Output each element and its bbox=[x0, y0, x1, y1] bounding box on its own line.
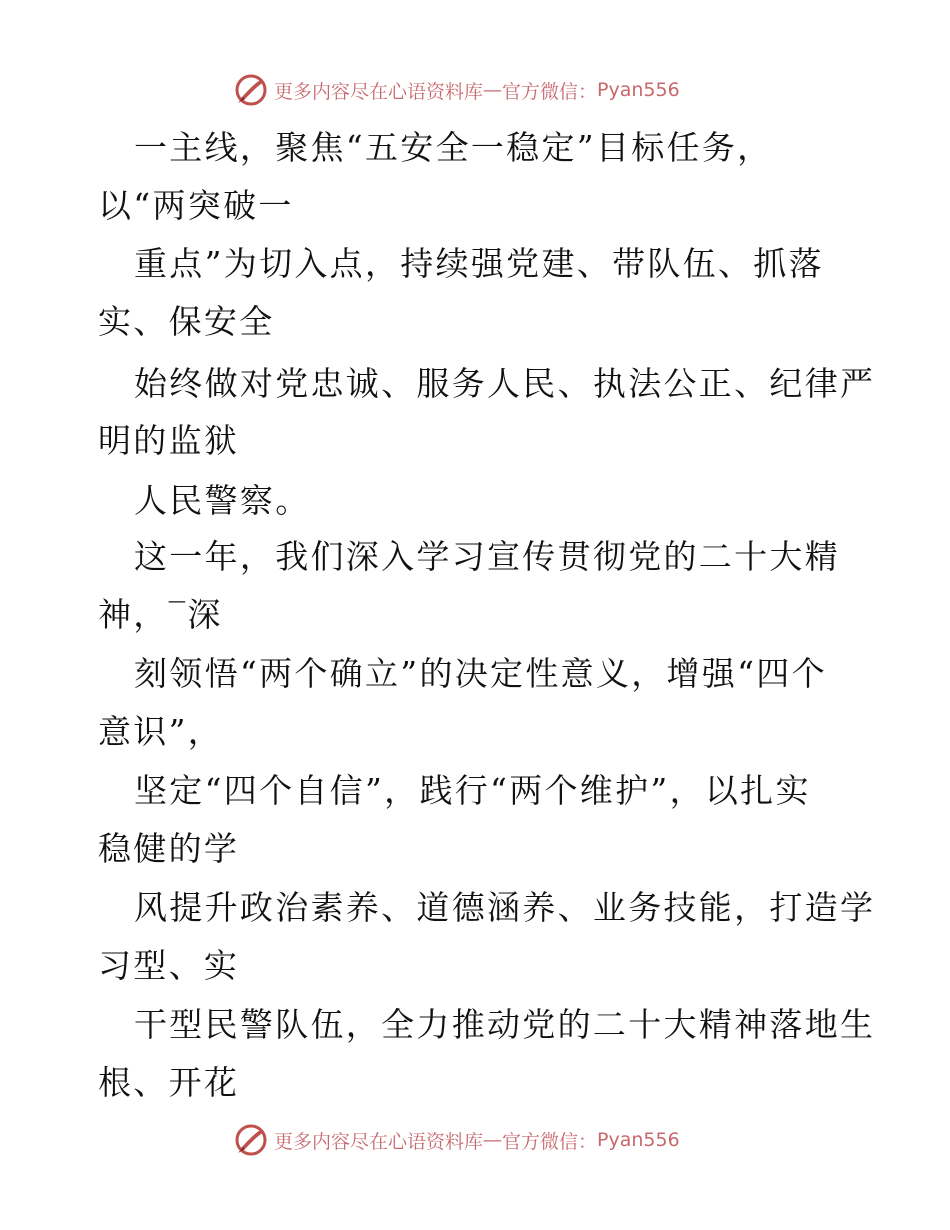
footer-watermark bbox=[234, 1122, 680, 1158]
body-line-16: 干型民警队伍，全力推动党的二十大精神落地生 bbox=[134, 1005, 876, 1044]
body-line-7: 人民警察。 bbox=[134, 481, 311, 520]
body-line-10: 刻领悟“两个确立”的决定性意义，增强“四个 bbox=[134, 654, 827, 693]
body-line-11: 意识”， bbox=[98, 712, 224, 751]
body-line-14: 风提升政治素养、道德涵养、业务技能，打造学 bbox=[134, 888, 876, 927]
header-watermark bbox=[234, 72, 680, 108]
body-line-8: 这一年，我们深入学习宣传贯彻党的二十大精 bbox=[134, 537, 840, 576]
body-line-17: 根、开花 bbox=[98, 1063, 240, 1102]
watermark-separator: — bbox=[483, 1129, 503, 1151]
body-line-1: 一主线，聚焦“五安全一稳定”目标任务， bbox=[134, 128, 773, 167]
watermark-official-label: 官方微信： bbox=[502, 1130, 598, 1153]
watermark-title: 更多内容尽在心语资料库 bbox=[274, 80, 484, 103]
body-line-12: 坚定“四个自信”，践行“两个维护”，以扎实 bbox=[134, 771, 811, 810]
body-line-4: 实、保安全 bbox=[98, 302, 275, 341]
pen-logo-icon bbox=[234, 1123, 268, 1157]
body-line-3: 重点”为切入点，持续强党建、带队伍、抓落 bbox=[134, 244, 824, 283]
body-line-2: 以“两突破一 bbox=[98, 186, 294, 225]
watermark-wechat-id: Pyan556 bbox=[597, 1129, 680, 1151]
pen-logo-icon bbox=[234, 73, 268, 107]
body-line-5: 始终做对党忠诚、服务人民、执法公正、纪律严 bbox=[134, 364, 876, 403]
watermark-title: 更多内容尽在心语资料库 bbox=[274, 1130, 484, 1153]
body-line-9: 神，‾深 bbox=[98, 595, 223, 634]
watermark-official-label: 官方微信： bbox=[502, 80, 598, 103]
body-line-13: 稳健的学 bbox=[98, 829, 240, 868]
body-line-6: 明的监狱 bbox=[98, 421, 240, 460]
watermark-wechat-id: Pyan556 bbox=[597, 79, 680, 101]
body-line-15: 习型、实 bbox=[98, 946, 240, 985]
watermark-separator: — bbox=[483, 79, 503, 101]
